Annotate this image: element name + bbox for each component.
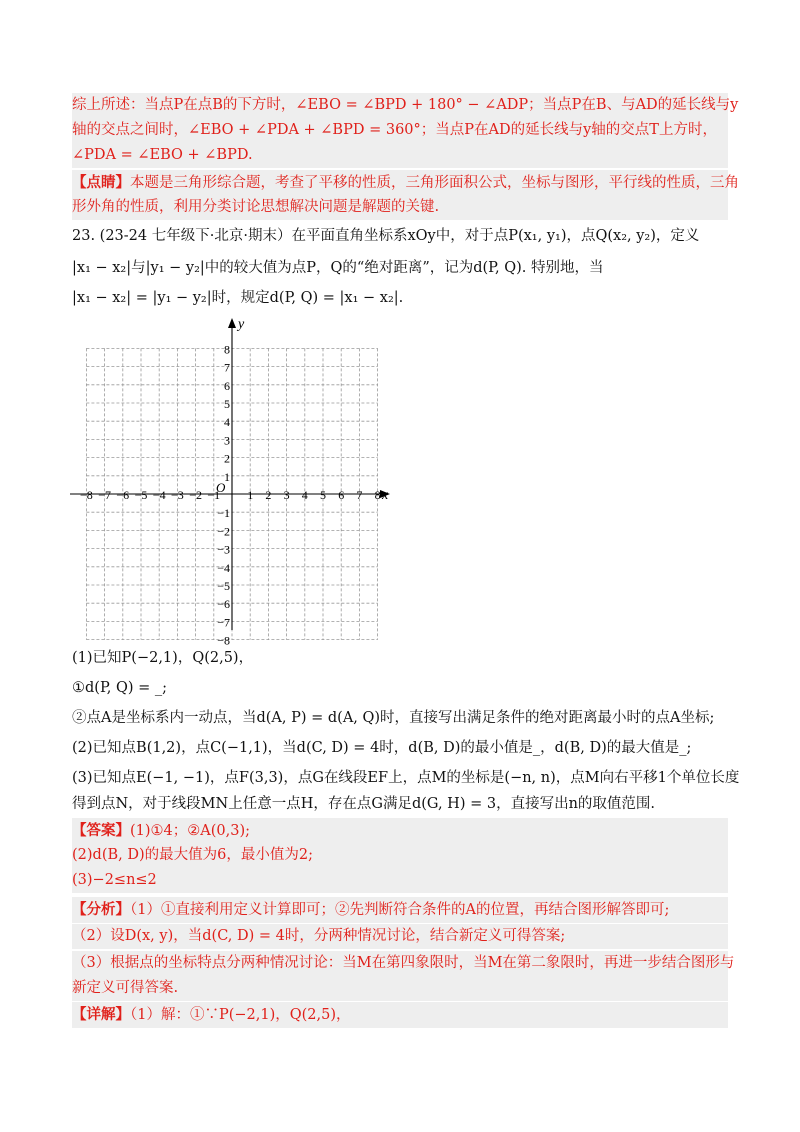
x-tick-label: −3: [171, 488, 184, 502]
y-tick-label: −8: [217, 633, 230, 648]
question-1a: ①d(P, Q) = _;: [72, 680, 168, 696]
y-axis-arrow: [228, 318, 236, 328]
x-tick-label: 6: [338, 488, 345, 502]
question-3b: 得到点N，对于线段MN上任意一点H，存在点G满足d(G, H) = 3，直接写出n的取值范围.: [72, 796, 656, 812]
y-tick-label: −1: [217, 506, 230, 521]
question-1b: ②点A是坐标系内一动点，当d(A, P) = d(A, Q)时，直接写出满足条件的绝对距离最小时的点A坐标;: [72, 710, 715, 726]
y-tick-label: 4: [224, 415, 230, 430]
x-tick-label: −5: [134, 488, 148, 502]
x-tick-label: 2: [265, 488, 272, 502]
comment-line-2: 形外角的性质，利用分类讨论思想解决问题是解题的关键.: [72, 195, 728, 220]
problem-line-3: |x₁ − x₂| = |y₁ − y₂|时，规定d(P, Q) = |x₁ − x₂|.: [72, 290, 404, 306]
y-tick-label: −4: [217, 560, 230, 575]
comment-text: 本题是三角形综合题，考查了平移的性质，三角形面积公式，坐标与图形，平行线的性质，三角: [130, 175, 739, 191]
x-tick-label: −8: [80, 488, 93, 502]
x-tick-label: 5: [320, 488, 326, 502]
answer-tag: 【答案】: [72, 822, 130, 839]
summary-line-2: 轴的交点之间时，∠EBO + ∠PDA + ∠BPD = 360°；当点P在AD的延长线与y轴的交点T上方时，: [72, 118, 728, 143]
x-tick-label: 1: [247, 488, 254, 502]
x-axis-label: x: [382, 488, 389, 503]
y-tick-label: −7: [217, 615, 230, 630]
y-tick-label: 7: [224, 360, 230, 375]
question-2: (2)已知点B(1,2)，点C(−1,1)，当d(C, D) = 4时，d(B, D)的最小值是_，d(B, D)的最大值是_;: [72, 740, 692, 756]
problem-line-2: |x₁ − x₂|与|y₁ − y₂|中的较大值为点P，Q的“绝对距离”，记为d(P, Q). 特别地，当: [72, 260, 604, 276]
question-1: (1)已知P(−2,1)，Q(2,5)，: [72, 650, 254, 666]
y-tick-label: 8: [224, 342, 230, 357]
detail-line-1: [72, 1002, 728, 1028]
origin-label: O: [216, 480, 226, 495]
summary-line-3: ∠PDA = ∠EBO + ∠BPD.: [72, 143, 728, 168]
x-tick-label: −7: [98, 488, 111, 502]
y-tick-label: 6: [224, 378, 230, 393]
analysis-line-4: 新定义可得答案.: [72, 976, 728, 1001]
x-tick-label: 4: [301, 488, 308, 502]
x-tick-label: −6: [116, 488, 130, 502]
analysis-line-3: （3）根据点的坐标特点分两种情况讨论：当M在第四象限时，当M在第二象限时，再进一步结合图形与: [72, 951, 728, 976]
answer-line-1: [72, 818, 728, 844]
analysis-tag: 【分析】: [72, 901, 130, 918]
analysis-line-1: [72, 897, 728, 923]
comment-line-1: [72, 170, 739, 196]
x-tick-label: −4: [152, 488, 166, 502]
coordinate-grid: [68, 317, 398, 648]
x-tick-label: 8: [374, 488, 381, 502]
answer-text-1: (1)①4；②A(0,3);: [130, 823, 250, 839]
y-axis-label: y: [238, 317, 245, 332]
answer-line-3: (3)−2≤n≤2: [72, 868, 728, 893]
comment-tag: 【点睛】: [72, 174, 130, 191]
y-tick-label: 1: [224, 469, 230, 484]
y-tick-label: −5: [217, 579, 230, 593]
y-tick-label: −6: [217, 597, 230, 612]
answer-line-2: (2)d(B, D)的最大值为6，最小值为2;: [72, 843, 728, 868]
analysis-text-1: （1）①直接利用定义计算即可；②先判断符合条件的A的位置，再结合图形解答即可;: [130, 902, 670, 918]
x-tick-label: 7: [356, 488, 363, 502]
question-3a: (3)已知点E(−1, −1)，点F(3,3)，点G在线段EF上，点M的坐标是(−n, n)，点M向右平移1个单位长度: [72, 770, 740, 786]
y-tick-label: −2: [217, 524, 230, 539]
y-tick-label: −3: [217, 542, 230, 557]
detail-tag: 【详解】: [72, 1006, 130, 1023]
x-tick-label: −1: [207, 488, 221, 502]
problem-line-1: 23. (23-24 七年级下·北京·期末）在平面直角坐标系xOy中，对于点P(x₁, y₁)，点Q(x₂, y₂)，定义: [72, 228, 700, 244]
summary-line-1: 综上所述：当点P在点B的下方时，∠EBO = ∠BPD + 180° − ∠ADP；当点P在B、与AD的延长线与y: [72, 93, 728, 118]
x-tick-label: 3: [283, 488, 290, 502]
y-tick-label: 2: [224, 451, 230, 466]
y-tick-label: 5: [224, 397, 230, 411]
detail-text-1: （1）解：①∵P(−2,1)，Q(2,5)，: [130, 1007, 351, 1023]
x-tick-label: −2: [189, 488, 202, 502]
y-tick-label: 3: [224, 433, 230, 448]
analysis-line-2: （2）设D(x, y)，当d(C, D) = 4时，分两种情况讨论，结合新定义可得答案;: [72, 924, 728, 949]
